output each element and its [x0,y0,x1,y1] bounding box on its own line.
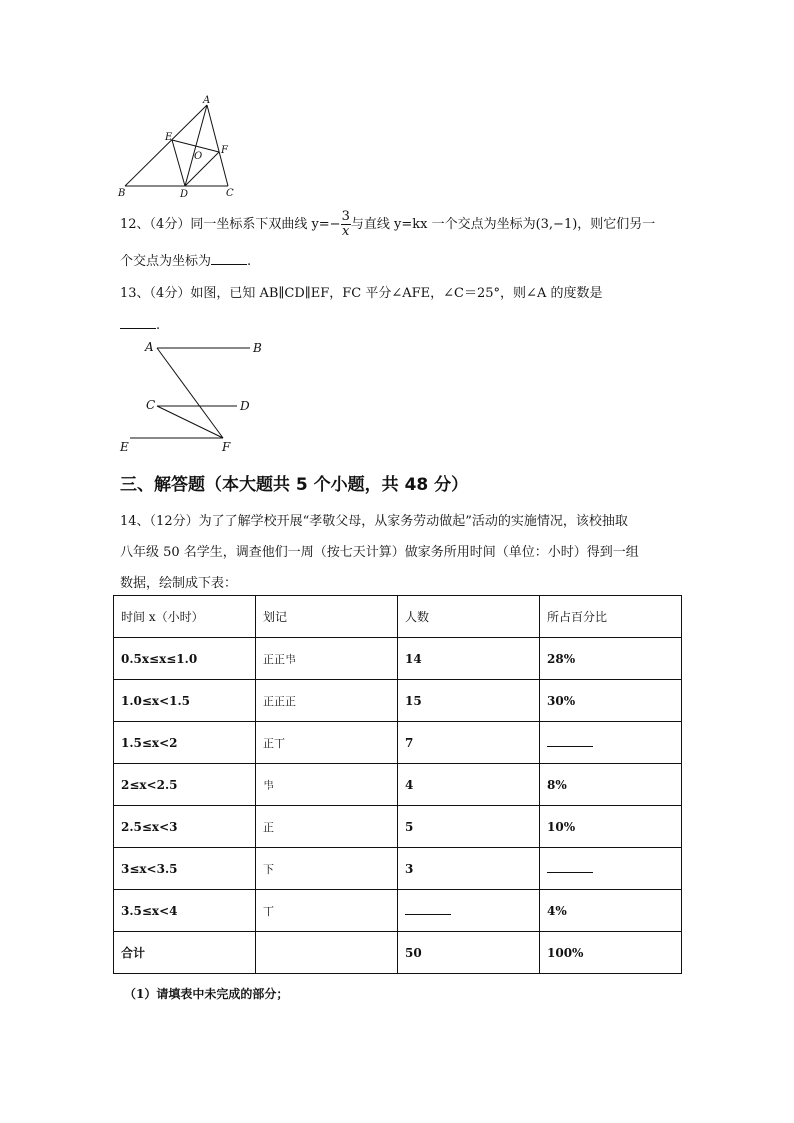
cell-percent[interactable] [540,722,682,764]
cell-count-text: 5 [405,819,414,834]
cell-percent [540,764,682,806]
cell-time-text: 2≤x<2.5 [121,777,178,792]
cell-tally-text: 下 [263,862,274,876]
header-percent: 所占百分比 [540,596,682,638]
q12-period: . [247,254,252,269]
cell-percent [540,806,682,848]
q14-line3: 数据，绘制成下表： [120,576,238,591]
q12-line2-text: 个交点为坐标为 [120,254,212,269]
label-b: B [253,341,262,355]
parallel-lines-diagram [115,335,275,455]
cell-count-text: 7 [405,735,414,750]
cell-count [398,848,540,890]
cell-count [398,722,540,764]
q12-prefix: 12、（4分）同一坐标系下双曲线 y=− [120,217,341,232]
table-row [114,680,682,722]
cell-time [114,890,256,932]
cell-count-text: 15 [405,693,422,708]
parallel-lines-figure [115,335,275,455]
cell-tally [256,890,398,932]
table-row [114,848,682,890]
cell-tally [256,680,398,722]
label-d: D [180,189,189,200]
label-f: F [221,145,228,156]
label-o: O [194,151,203,162]
cell-time [114,806,256,848]
cell-count [398,638,540,680]
cell-time-text: 0.5x≤x≤1.0 [121,651,198,666]
label-f: F [222,440,231,454]
cell-tally [256,806,398,848]
cell-count [398,806,540,848]
cell-time [114,638,256,680]
cell-time-text: 3≤x<3.5 [121,861,178,876]
cell-time [114,932,256,974]
cell-percent-text: 8% [547,777,567,792]
label-a: A [203,95,211,106]
cell-percent-text: 100% [547,945,584,960]
cell-percent [540,638,682,680]
answer-blank[interactable] [547,736,593,747]
label-a: A [145,340,154,354]
table-header-row [114,596,682,638]
label-c: C [146,398,156,412]
cell-count [398,932,540,974]
q12-frac-num: 3 [341,209,350,224]
q12-answer-blank[interactable] [211,252,247,265]
cell-tally [256,638,398,680]
cell-tally-text: 正丅 [263,736,285,750]
header-count: 人数 [398,596,540,638]
q12-frac-den: x [342,224,350,239]
answer-blank[interactable] [547,862,593,873]
table-row [114,890,682,932]
cell-count[interactable] [398,890,540,932]
data-table [113,595,682,974]
table-row [114,764,682,806]
cell-tally-text: 正正正 [263,694,296,708]
cell-time [114,680,256,722]
q13-line2 [120,316,160,333]
q13-answer-blank[interactable] [120,316,156,329]
cell-time-text: 2.5≤x<3 [121,819,178,834]
cell-time [114,848,256,890]
q13-line1: 13、（4分）如图，已知 AB∥CD∥EF，FC 平分∠AFE，∠C＝25°，则∠A 的度数是 [120,286,603,301]
cell-time-text: 1.0≤x<1.5 [121,693,191,708]
table-row [114,722,682,764]
label-d: D [240,399,250,413]
cell-percent [540,890,682,932]
cell-time [114,722,256,764]
q14-line2: 八年级 50 名学生，调查他们一周（按七天计算）做家务所用时间（单位：小时）得到一组 [120,545,639,560]
cell-tally [256,848,398,890]
cell-tally-text: 𠁧 [263,778,274,792]
section-title: 三、解答题（本大题共 5 个小题，共 48 分） [120,475,469,495]
label-e: E [165,132,173,143]
cell-count-text: 3 [405,861,414,876]
cell-count-text: 50 [405,945,422,960]
q13-period: . [156,318,161,333]
answer-blank[interactable] [405,904,451,915]
cell-percent-text: 28% [547,651,576,666]
q12-line2 [120,250,251,269]
header-tally: 划记 [256,596,398,638]
label-c: C [226,188,234,199]
cell-tally [256,764,398,806]
triangle-figure [115,95,245,200]
cell-count-text: 14 [405,651,422,666]
cell-time-text: 3.5≤x<4 [121,903,178,918]
table-row [114,638,682,680]
cell-percent-text: 30% [547,693,576,708]
cell-tally-text: 正 [263,820,274,834]
cell-tally [256,932,398,974]
q14-line1: 14、（12分）为了了解学校开展“孝敬父母，从家务劳动做起”活动的实施情况，该校抽取 [120,514,628,529]
cell-percent-text: 4% [547,903,567,918]
cell-time-text: 合计 [121,946,146,960]
triangle-diagram [115,95,245,200]
q12-fraction [341,210,351,239]
cell-count [398,764,540,806]
cell-percent[interactable] [540,848,682,890]
q14-sub1: （1）请填表中未完成的部分； [124,987,289,1001]
cell-time [114,764,256,806]
cell-time-text: 1.5≤x<2 [121,735,178,750]
header-time: 时间 x（小时） [114,596,256,638]
cell-percent [540,680,682,722]
q12-suffix: 与直线 y=kx 一个交点为坐标为(3,−1)，则它们另一 [350,217,656,232]
cell-count [398,680,540,722]
q12-line1 [120,210,655,239]
cell-tally-text: 丅 [263,904,274,918]
cell-count-text: 4 [405,777,414,792]
table-row [114,806,682,848]
cell-percent [540,932,682,974]
table-row [114,932,682,974]
cell-percent-text: 10% [547,819,576,834]
cell-tally [256,722,398,764]
cell-tally-text: 正正𠁧 [263,652,296,666]
label-b: B [118,188,126,199]
label-e: E [120,440,129,454]
